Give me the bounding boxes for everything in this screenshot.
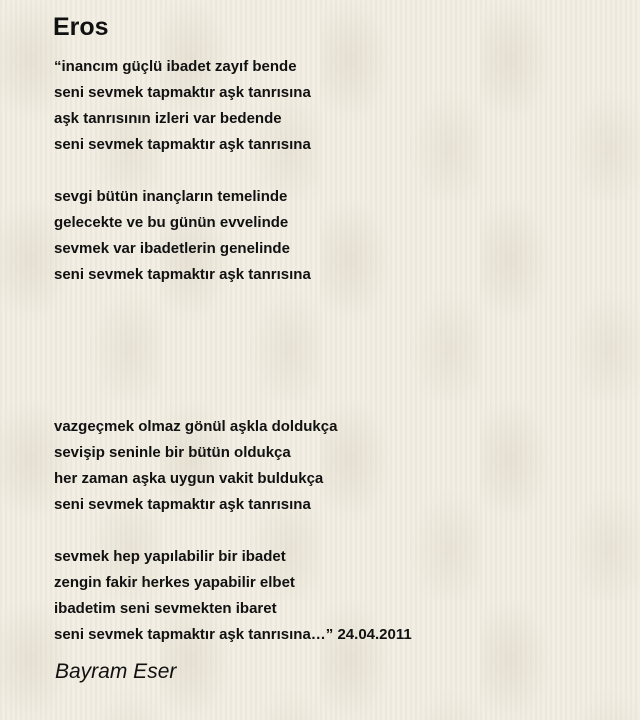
poem-line: ibadetim seni sevmekten ibaret	[54, 600, 277, 617]
stanza-3	[54, 414, 614, 518]
poem-line: her zaman aşka uygun vakit buldukça	[54, 470, 324, 487]
poem-line: gelecekte ve bu günün evvelinde	[54, 214, 289, 231]
stanza-4	[54, 544, 614, 648]
poem-author[interactable]: Bayram Eser	[55, 660, 177, 683]
stanza-2	[54, 184, 614, 288]
poem-line: sevgi bütün inançların temelinde	[54, 188, 288, 205]
poem-line: sevişip seninle bir bütün oldukça	[54, 444, 291, 461]
poem-line: sevmek var ibadetlerin genelinde	[54, 240, 290, 257]
poem-line: “inancım güçlü ibadet zayıf bende	[54, 58, 297, 75]
poem-line: aşk tanrısının izleri var bedende	[54, 110, 282, 127]
poem-line: seni sevmek tapmaktır aşk tanrısına…” 24.04.2011	[54, 626, 412, 643]
poem-line: seni sevmek tapmaktır aşk tanrısına	[54, 136, 311, 153]
poem-line: seni sevmek tapmaktır aşk tanrısına	[54, 496, 311, 513]
poem-line: zengin fakir herkes yapabilir elbet	[54, 574, 295, 591]
stanza-spacer	[54, 158, 614, 184]
poem-title: Eros	[53, 13, 109, 41]
stanza-spacer	[54, 518, 614, 544]
poem-line: seni sevmek tapmaktır aşk tanrısına	[54, 84, 311, 101]
stanza-1	[54, 54, 614, 158]
poem-line: vazgeçmek olmaz gönül aşkla doldukça	[54, 418, 338, 435]
stanza-spacer	[54, 288, 614, 414]
poem-body	[54, 54, 614, 648]
poem-line: sevmek hep yapılabilir bir ibadet	[54, 548, 286, 565]
poem-line: seni sevmek tapmaktır aşk tanrısına	[54, 266, 311, 283]
